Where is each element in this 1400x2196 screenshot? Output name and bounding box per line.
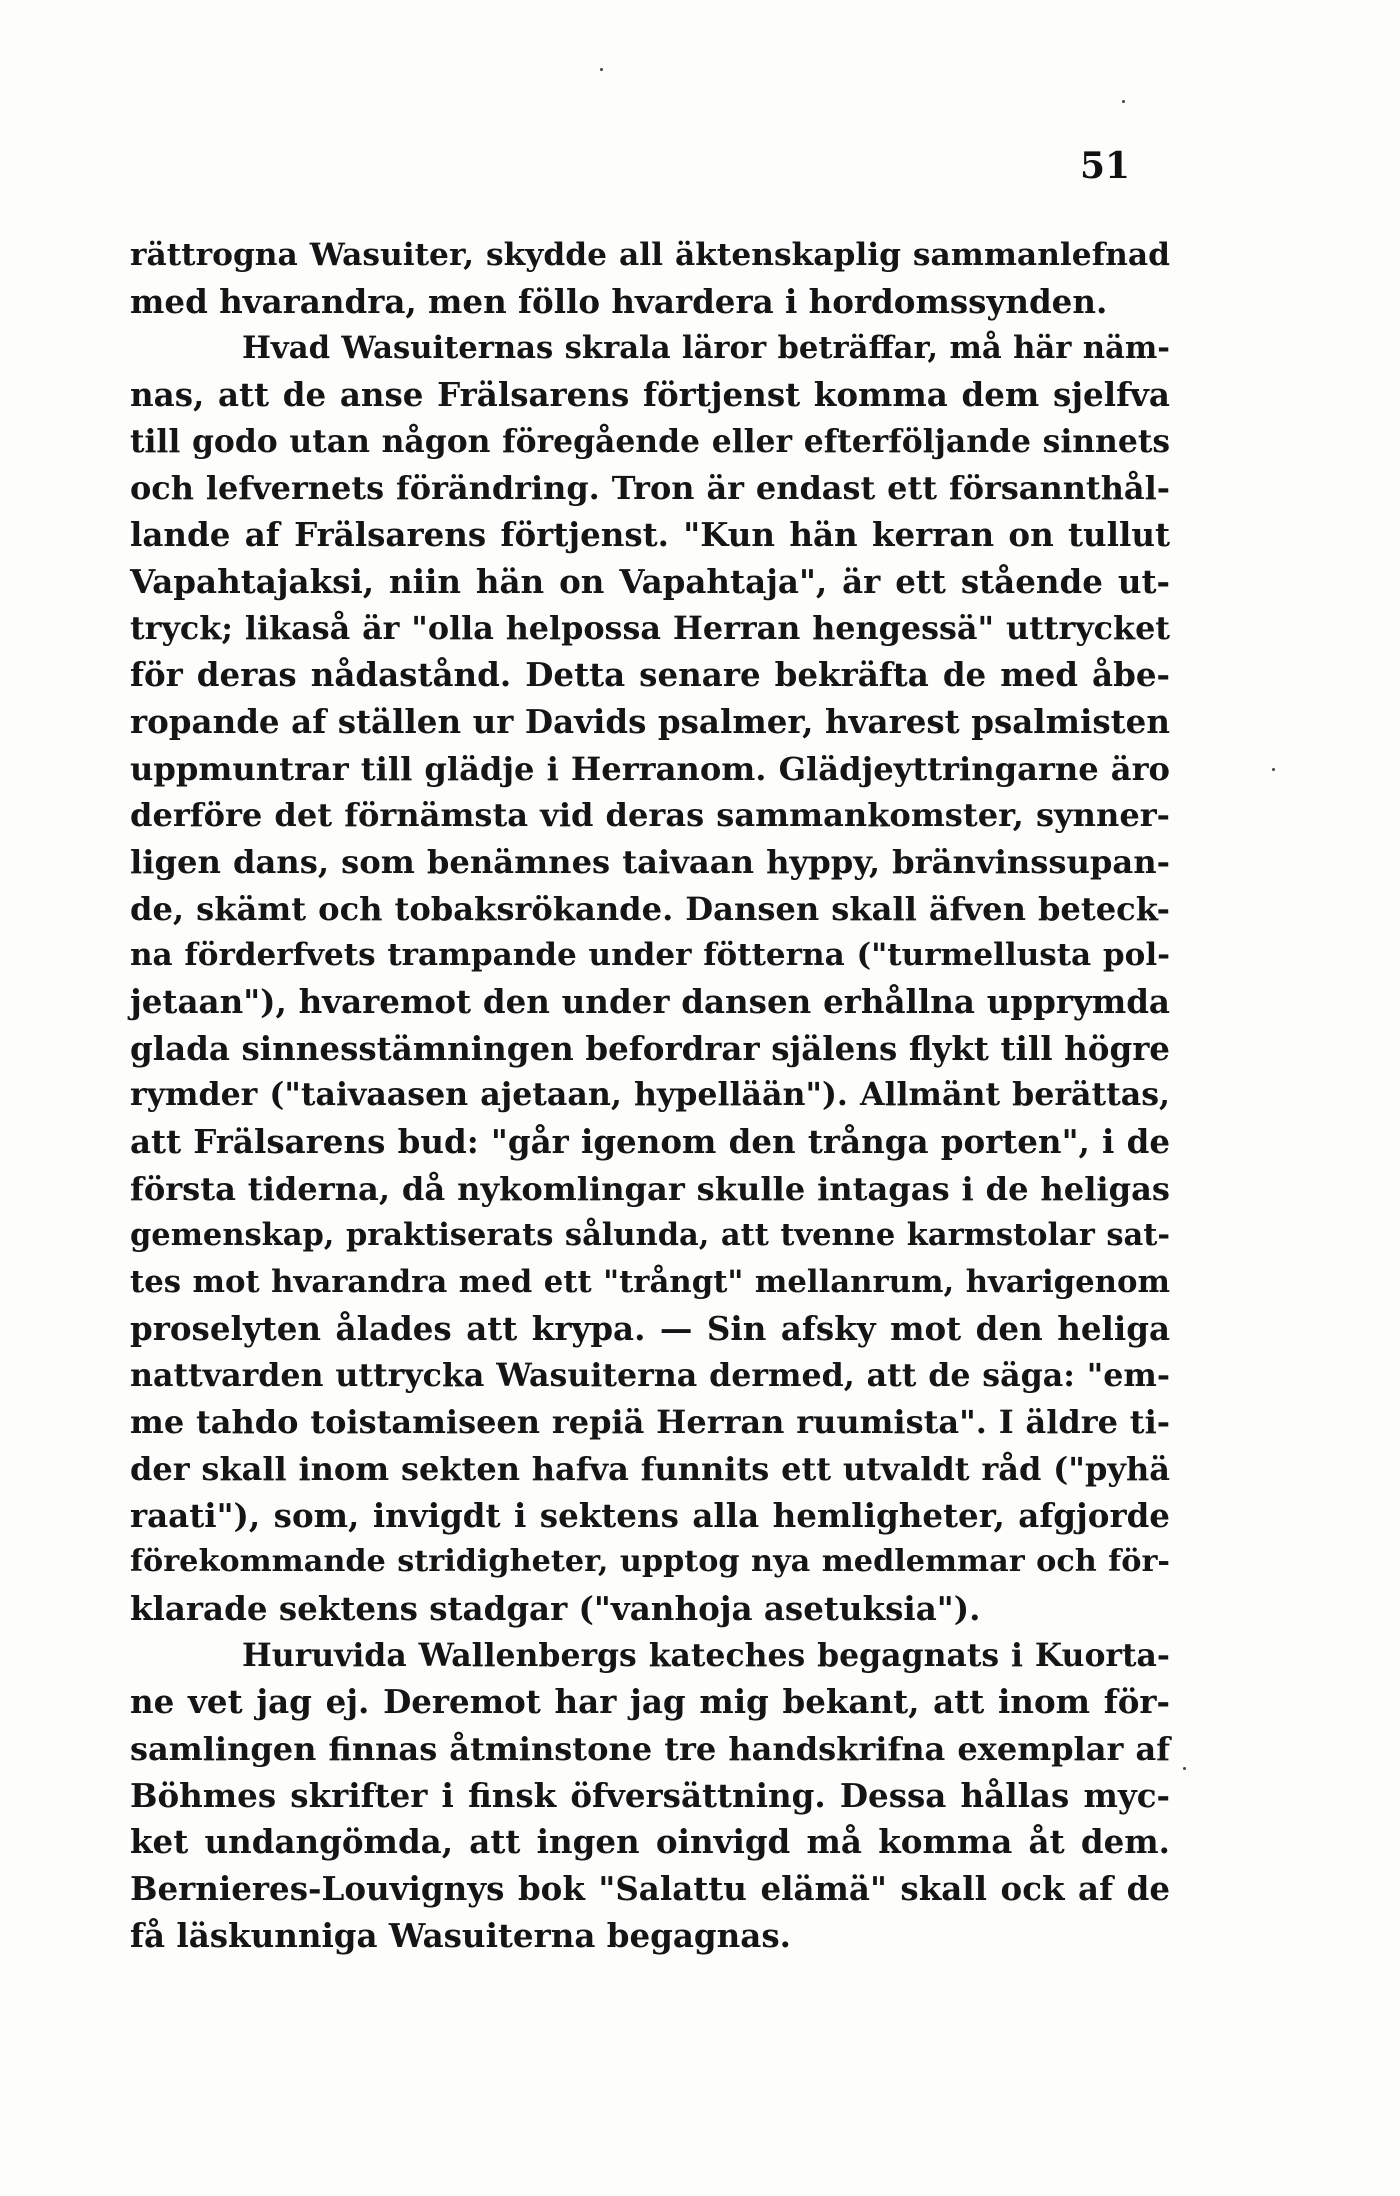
text-line: der skall inom sekten hafva funnits ett utvaldt råd ("pyhä bbox=[130, 1449, 1170, 1488]
text-line: för deras nådastånd. Detta senare bekräfta de med åbe- bbox=[130, 655, 1170, 695]
text-line: förekommande stridigheter, upptog nya medlemmar och för- bbox=[130, 1544, 1170, 1580]
text-line: ligen dans, som benämnes taivaan hyppy, bränvinssupan- bbox=[130, 842, 1170, 881]
text-line: rymder ("taivaasen ajetaan, hypellään"). Allmänt berättas, bbox=[130, 1076, 1170, 1114]
text-line: att Frälsarens bud: "går igenom den trånga porten", i de bbox=[130, 1122, 1170, 1162]
text-line: och lefvernets förändring. Tron är endast ett försannthål- bbox=[130, 469, 1170, 508]
text-line: ropande af ställen ur Davids psalmer, hvarest psalmisten bbox=[130, 701, 1170, 741]
print-speck bbox=[1272, 768, 1275, 771]
text-line: ne vet jag ej. Deremot har jag mig bekant, att inom för- bbox=[130, 1682, 1170, 1722]
text-line: gemenskap, praktiserats sålunda, att tvenne karmstolar sat- bbox=[130, 1217, 1170, 1254]
text-line: proselyten ålades att krypa. — Sin afsky mot den heliga bbox=[130, 1308, 1170, 1348]
text-line: me tahdo toistamiseen repiä Herran ruumista". I äldre ti- bbox=[130, 1403, 1170, 1442]
text-line: Huruvida Wallenbergs kateches begagnats i Kuorta- bbox=[242, 1636, 1170, 1674]
print-speck bbox=[600, 68, 603, 71]
text-line: Bernieres-Louvignys bok "Salattu elämä" skall ock af de bbox=[130, 1869, 1170, 1909]
text-line: med hvarandra, men föllo hvardera i hordomssynden. bbox=[130, 281, 1108, 321]
text-line: Böhmes skrifter i finsk öfversättning. Dessa hållas myc- bbox=[130, 1775, 1170, 1815]
print-speck bbox=[1122, 100, 1125, 103]
text-line: raati"), som, invigdt i sektens alla hemligheter, afgjorde bbox=[130, 1495, 1170, 1535]
text-line: nas, att de anse Frälsarens förtjenst komma dem sjelfva bbox=[130, 375, 1170, 415]
text-line: första tiderna, då nykomlingar skulle intagas i de heligas bbox=[130, 1169, 1170, 1208]
text-line: jetaan"), hvaremot den under dansen erhållna upprymda bbox=[130, 982, 1170, 1021]
text-line: derföre det förnämsta vid deras sammankomster, synner- bbox=[130, 796, 1170, 835]
text-line: få läskunniga Wasuiterna begagnas. bbox=[130, 1915, 791, 1955]
text-line: tryck; likaså är "olla helpossa Herran hengessä" uttrycket bbox=[130, 609, 1170, 647]
print-speck bbox=[1183, 1767, 1186, 1770]
text-line: Hvad Wasuiternas skrala läror beträffar, må här näm- bbox=[242, 330, 1170, 367]
text-line: glada sinnesstämningen befordrar själens flykt till högre bbox=[130, 1028, 1170, 1068]
text-line: klarade sektens stadgar ("vanhoja asetuksia"). bbox=[130, 1588, 981, 1628]
body-text bbox=[130, 232, 1170, 1959]
text-line: till godo utan någon föregående eller efterföljande sinnets bbox=[130, 423, 1170, 460]
text-line: na förderfvets trampande under fötterna ("turmellusta pol- bbox=[130, 937, 1170, 974]
text-line: Vapahtajaksi, niin hän on Vapahtaja", är ett stående ut- bbox=[130, 561, 1170, 601]
text-line: samlingen finnas åtminstone tre handskrifna exemplar af bbox=[130, 1730, 1170, 1768]
text-line: uppmuntrar till glädje i Herranom. Glädjeyttringarne äro bbox=[130, 749, 1170, 788]
text-line: lande af Frälsarens förtjenst. "Kun hän kerran on tullut bbox=[130, 515, 1170, 555]
text-line: tes mot hvarandra med ett "trångt" mellanrum, hvarigenom bbox=[130, 1264, 1170, 1301]
text-line: nattvarden uttrycka Wasuiterna dermed, att de säga: "em- bbox=[130, 1356, 1170, 1394]
text-line: rättrogna Wasuiter, skydde all äktenskaplig sammanlefnad bbox=[130, 237, 1170, 273]
text-line: ket undangömda, att ingen oinvigd må komma åt dem. bbox=[130, 1822, 1170, 1862]
page-number: 51 bbox=[1080, 145, 1131, 187]
text-line: de, skämt och tobaksrökande. Dansen skall äfven beteck- bbox=[130, 889, 1170, 928]
